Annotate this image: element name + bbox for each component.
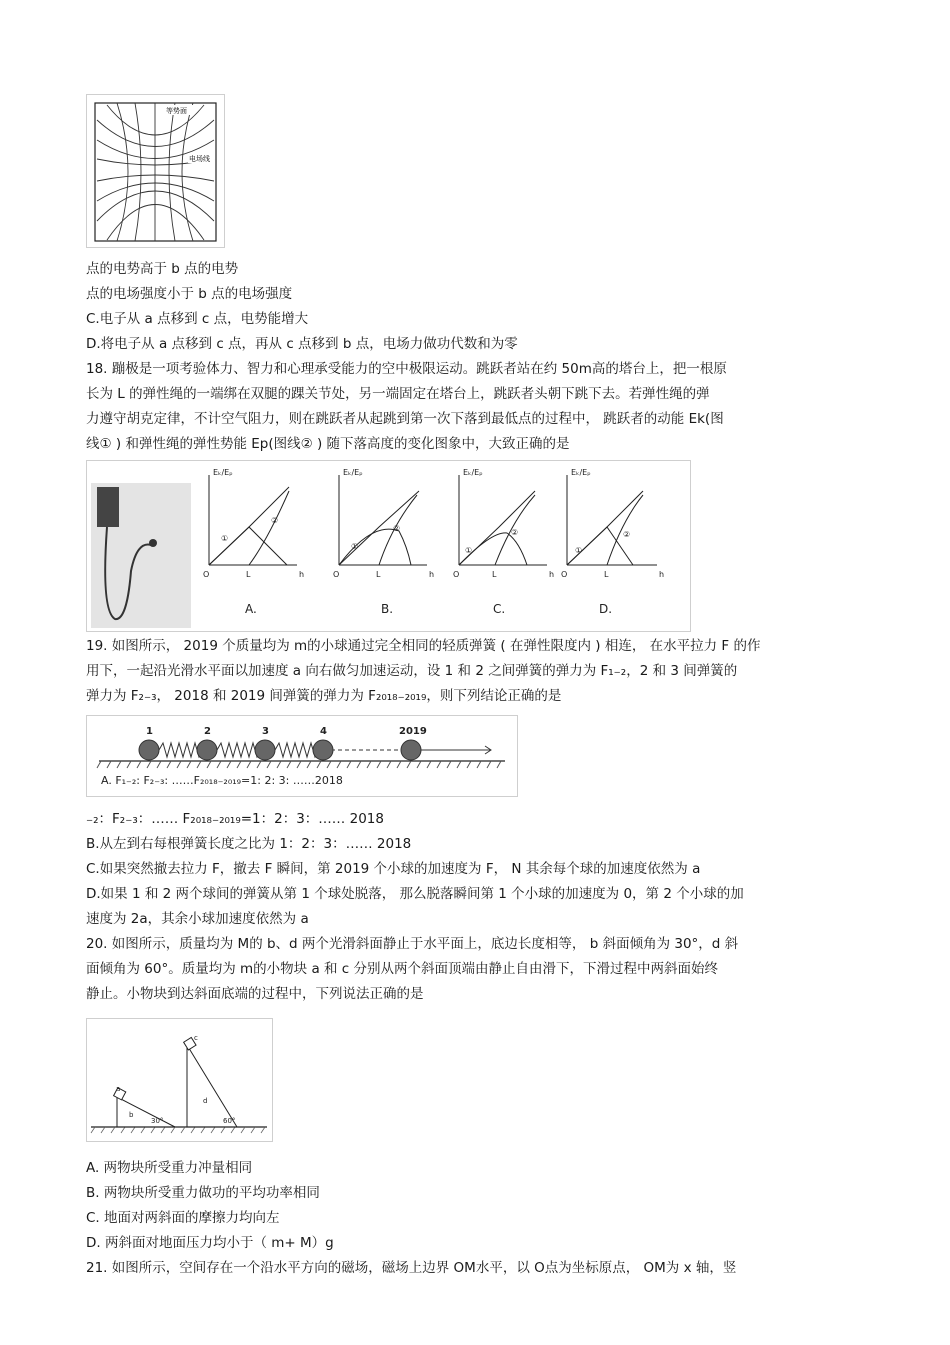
question-19-line-1: 19. 如图所示， 2019 个质量均为 m的小球通过完全相同的轻质弹簧 ( 在弹性限度内 ) 相连， 在水平拉力 F 的作 — [86, 638, 761, 654]
springs-figure — [86, 715, 518, 797]
ball-label-4: 4 — [320, 726, 327, 737]
ball-label-3: 3 — [262, 726, 269, 737]
springs-diagram — [87, 716, 517, 796]
block-c-label: c — [194, 1034, 198, 1042]
option-b-q19: B.从左到右每根弹簧长度之比为 1：2：3：…… 2018 — [86, 836, 412, 852]
option-d-q19-line-1: D.如果 1 和 2 两个球间的弹簧从第 1 个球处脱落， 那么脱落瞬间第 1 个小球的加速度为 0，第 2 个小球的加 — [86, 886, 744, 902]
graph-b-curve1: ① — [351, 542, 359, 551]
angle-30-label: 30° — [151, 1117, 164, 1125]
graph-c-curve2: ② — [511, 528, 519, 537]
question-19-line-2: 用下，一起沿光滑水平面以加速度 a 向右做匀加速运动，设 1 和 2 之间弹簧的弹力为 F₁₋₂，2 和 3 间弹簧的 — [86, 663, 738, 679]
incline-d-label: d — [203, 1097, 208, 1105]
graph-d-curve2: ② — [623, 530, 631, 539]
graph-option-c: C. — [493, 602, 506, 616]
graph-d-curve1: ① — [575, 546, 583, 555]
field-line-label: 电场线 — [189, 155, 210, 163]
graph-d-ylabel: Eₖ/Eₚ — [571, 468, 591, 477]
graph-b-origin: O — [333, 570, 340, 579]
graph-b-h: h — [429, 570, 435, 579]
angle-60-label: 60° — [223, 1117, 236, 1125]
ball-label-2: 2 — [204, 726, 211, 737]
text-line-2: 点的电场强度小于 b 点的电场强度 — [86, 286, 293, 302]
graph-a-L: L — [246, 570, 251, 579]
question-18-line-2: 长为 L 的弹性绳的一端绑在双腿的踝关节处，另一端固定在塔台上，跳跃者头朝下跳下去。若弹性绳的弹 — [86, 386, 710, 402]
question-21-line-1: 21. 如图所示，空间存在一个沿水平方向的磁场，磁场上边界 OM水平，以 O点为坐标原点， OM为 x 轴，竖 — [86, 1260, 737, 1276]
graph-c-ylabel: Eₖ/Eₚ — [463, 468, 483, 477]
inclines-figure — [86, 1018, 273, 1142]
question-20-line-3: 静止。小物块到达斜面底端的过程中，下列说法正确的是 — [86, 986, 424, 1002]
graph-c-L: L — [492, 570, 497, 579]
bungee-graphs-figure — [86, 460, 691, 632]
ball-label-1: 1 — [146, 726, 153, 737]
incline-b-label: b — [129, 1111, 134, 1119]
graph-c-curve1: ① — [465, 546, 473, 555]
question-19-line-3: 弹力为 F₂₋₃， 2018 和 2019 间弹簧的弹力为 F₂₀₁₈₋₂₀₁₉，则下列结论正确的是 — [86, 688, 562, 704]
option-b-q20: B. 两物块所受重力做功的平均功率相同 — [86, 1185, 320, 1201]
graph-a-curve2: ② — [271, 516, 279, 525]
graph-d-origin: O — [561, 570, 568, 579]
field-lines-figure — [86, 94, 225, 248]
option-a-q20: A. 两物块所受重力冲量相同 — [86, 1160, 253, 1176]
graph-option-d: D. — [599, 602, 613, 616]
graph-a-curve1: ① — [221, 534, 229, 543]
graph-a-ylabel: Eₖ/Eₚ — [213, 468, 233, 477]
question-20-line-1: 20. 如图所示，质量均为 M的 b、d 两个光滑斜面静止于水平面上，底边长度相等， b 斜面倾角为 30°，d 斜 — [86, 936, 739, 952]
field-lines-diagram — [87, 95, 224, 247]
graph-c-origin: O — [453, 570, 460, 579]
option-d-q20: D. 两斜面对地面压力均小于（ m+ M）g — [86, 1235, 334, 1251]
option-a-q19-continued: ₋₂：F₂₋₃：…… F₂₀₁₈₋₂₀₁₉=1：2：3：…… 2018 — [86, 811, 384, 827]
question-18-line-4: 线① ) 和弹性绳的弹性势能 Ep(图线② ) 随下落高度的变化图象中，大致正确的是 — [86, 436, 570, 452]
option-c-q17: C.电子从 a 点移到 c 点，电势能增大 — [86, 311, 309, 327]
option-d-q17: D.将电子从 a 点移到 c 点，再从 c 点移到 b 点，电场力做功代数和为零 — [86, 336, 518, 352]
graph-d-h: h — [659, 570, 665, 579]
option-c-q19: C.如果突然撤去拉力 F，撤去 F 瞬间，第 2019 个小球的加速度为 F， N 其余每个球的加速度依然为 a — [86, 861, 701, 877]
option-d-q19-line-2: 速度为 2a，其余小球加速度依然为 a — [86, 911, 309, 927]
graph-b-L: L — [376, 570, 381, 579]
graph-option-b: B. — [381, 602, 394, 616]
graph-b-ylabel: Eₖ/Eₚ — [343, 468, 363, 477]
equipotential-label: 等势面 — [166, 107, 187, 115]
question-18-line-3: 力遵守胡克定律，不计空气阻力，则在跳跃者从起跳到第一次下落到最低点的过程中， 跳跃者的动能 Ek(图 — [86, 411, 724, 427]
graph-d-L: L — [604, 570, 609, 579]
inclines-diagram — [87, 1019, 272, 1141]
block-a-label: a — [116, 1085, 121, 1093]
graph-b-curve2: ② — [393, 524, 401, 533]
bungee-graphs — [87, 461, 690, 631]
text-line-1: 点的电势高于 b 点的电势 — [86, 261, 239, 277]
graph-a-h: h — [299, 570, 305, 579]
option-c-q20: C. 地面对两斜面的摩擦力均向左 — [86, 1210, 280, 1226]
graph-option-a: A. — [245, 602, 257, 616]
graph-a-origin: O — [203, 570, 210, 579]
option-a-q19-strip: A. F₁₋₂: F₂₋₃: ……F₂₀₁₈₋₂₀₁₉=1: 2: 3: ……2018 — [101, 774, 343, 787]
question-18-line-1: 18. 蹦极是一项考验体力、智力和心理承受能力的空中极限运动。跳跃者站在约 50m高的塔台上，把一根原 — [86, 361, 727, 377]
question-20-line-2: 面倾角为 60°。质量均为 m的小物块 a 和 c 分别从两个斜面顶端由静止自由滑下，下滑过程中两斜面始终 — [86, 961, 719, 977]
ball-label-2019: 2019 — [399, 726, 427, 737]
graph-c-h: h — [549, 570, 555, 579]
